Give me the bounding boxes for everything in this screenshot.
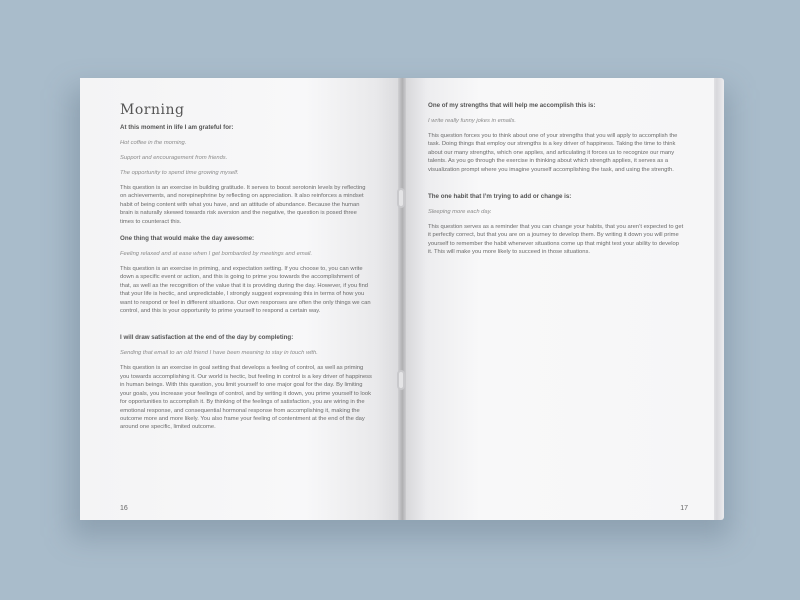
section-gratitude (120, 124, 372, 226)
explanation-paragraph: This question is an exercise in goal setting that develops a feeling of control, as well as priming you towards accomplishing it. Our world is hectic, but feeling in control is a key driver of happiness in human beings. With this question, you limit yourself to one major goal for the day. By limiting your goals, you increase your feelings of control, and by writing it down, you prime yourself to look for opportunities to accomplish it. By thinking of the feelings of satisfaction, you are wiring in the emotional response, and consequential hormonal response from accomplishing it, making the outcome more and more likely. You also frame your feeling of contentment at the end of the day around one specific, limited outcome. (120, 365, 372, 431)
question-heading: I will draw satisfaction at the end of the day by completing: (120, 334, 294, 342)
answer-text: Sending that email to an old friend I have been meaning to stay in touch with. (120, 350, 318, 357)
answer-text: Support and encouragement from friends. (120, 155, 228, 161)
spacer (428, 183, 684, 193)
page-number: 16 (120, 505, 128, 512)
explanation-paragraph: This question is an exercise in priming, and expectation setting. If you choose to, you can write down a specific event or action, and this is going to prime you towards the accomplishment of that, as well as the recognition of the value that it is providing during the day. However, if you find that your life is hectic, and unpredictable, I strongly suggest expressing this in terms of how you want to respond or feel in different situations. Our own responses are often the only things we can control, and this is your opportunity to prime yourself to respond a certain way. (120, 266, 371, 315)
section-strength (428, 102, 684, 174)
question-heading: At this moment in life I am grateful for: (120, 124, 234, 131)
spacer (120, 324, 372, 334)
section-satisfaction (120, 334, 372, 431)
right-page (402, 78, 714, 520)
binding-ring (397, 370, 405, 390)
book-gutter (398, 78, 406, 520)
answer-text: I write really funny jokes in emails. (428, 118, 516, 124)
explanation-paragraph: This question is an exercise in building gratitude. It serves to boost serotonin levels by reflecting on achievements, and norepinephrine by reflecting on appreciation. It also reinforces a mindset habit of being content with what you have, and an attitude of abundance. Because the human brain is naturally skewed towards risk aversion and the negative, the question is posed three times to counteract this. (120, 185, 366, 225)
answer-text: Feeling relaxed and at ease when I get bombarded by meetings and email. (120, 251, 313, 258)
answer-text: The opportunity to spend time growing myself. (120, 170, 239, 176)
question-heading: One thing that would make the day awesome: (120, 235, 255, 243)
question-heading: One of my strengths that will help me accomplish this is: (428, 102, 596, 109)
question-heading: The one habit that I’m trying to add or change is: (428, 193, 572, 201)
section-awesome-day (120, 235, 372, 315)
page-title: Morning (120, 102, 185, 118)
answer-text: Sleeping more each day. (428, 209, 492, 216)
left-page (80, 78, 402, 520)
page-number: 17 (680, 505, 688, 512)
explanation-paragraph: This question serves as a reminder that you can change your habits, that you aren’t expected to get it perfectly correct, but that you are on a journey to develop them. By writing it down you will prime yourself to remember the habit whenever situations come up that might test your ability to develop it. This will make you more likely to succeed in those situations. (428, 224, 684, 256)
binding-ring (397, 188, 405, 208)
answer-text: Hot coffee in the morning. (120, 140, 187, 146)
section-habit (428, 193, 684, 257)
explanation-paragraph: This question forces you to think about one of your strengths that you will apply to accomplish the task. Doing things that employ our strengths is a key driver of happiness. Taking the time to think about our many strengths, which one applies, and articulating it forces us to recognize our many talents. As you go through the exercise in thinking about which strength applies, it serves as a visualization prompt where you imagine yourself accomplishing the task, and using the strength. (428, 133, 678, 173)
